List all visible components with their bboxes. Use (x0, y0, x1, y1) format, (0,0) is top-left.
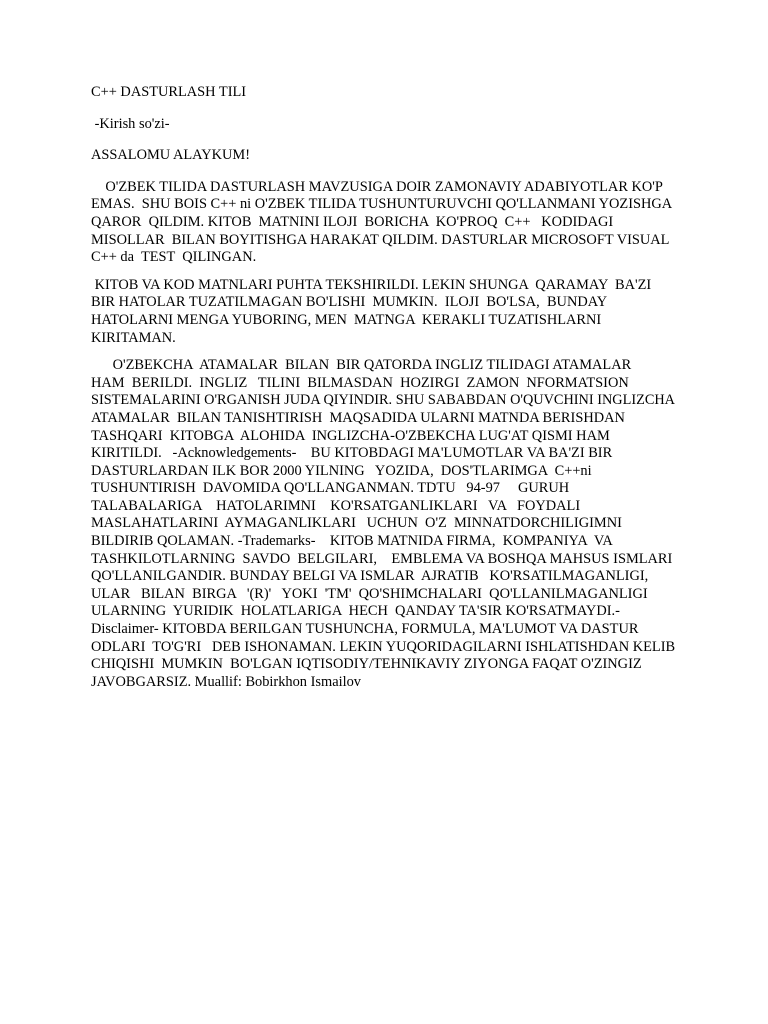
paragraph-line: HATOLARNI MENGA YUBORING, MEN MATNGA KERAKLI TUZATISHLARNI (91, 311, 602, 328)
paragraph-line: MASLAHATLARINI AYMAGANLIKLARI UCHUN O'Z MINNATDORCHILIGIMNI (91, 515, 622, 532)
paragraph-line: KIRITILDI. -Acknowledgements- BU KITOBDAGI MA'LUMOTLAR VA BA'ZI BIR (91, 445, 613, 462)
paragraph-line: CHIQISHI MUMKIN BO'LGAN IQTISODIY/TEHNIKAVIY ZIYONGA FAQAT O'ZINGIZ (91, 656, 642, 673)
paragraph-line: MISOLLAR BILAN BOYITISHGA HARAKAT QILDIM. DASTURLAR MICROSOFT VISUAL (91, 231, 670, 248)
paragraph-line: TASHQARI KITOBGA ALOHIDA INGLIZCHA-O'ZBEKCHA LUG'AT QISMI HAM (91, 427, 610, 444)
paragraph-line: ODLARI TO'G'RI DEB ISHONAMAN. LEKIN YUQORIDAGILARNI ISHLATISHDAN KELIB (91, 638, 676, 655)
paragraph-line: TALABALARIGA HATOLARIMNI KO'RSATGANLIKLARI VA FOYDALI (91, 497, 581, 514)
document-subtitle: -Kirish so'zi- (91, 115, 170, 132)
paragraph-terms (91, 357, 675, 691)
paragraph-line: ULARNING YURIDIK HOLATLARIGA HECH QANDAY TA'SIR KO'RSATMAYDI.- (91, 603, 620, 620)
paragraph-line: C++ da TEST QILINGAN. (91, 249, 257, 266)
paragraph-line: KITOB VA KOD MATNLARI PUHTA TEKSHIRILDI. LEKIN SHUNGA QARAMAY BA'ZI (91, 276, 652, 293)
paragraph-line: DASTURLARDAN ILK BOR 2000 YILNING YOZIDA, DOS'TLARIMGA C++ni (91, 462, 592, 479)
paragraph-intro (91, 179, 675, 267)
paragraph-line: BILDIRIB QOLAMAN. -Trademarks- KITOB MATNIDA FIRMA, KOMPANIYA VA (91, 533, 613, 550)
paragraph-line: QAROR QILDIM. KITOB MATNINI ILOJI BORICHA KO'PROQ C++ KODIDAGI (91, 213, 614, 230)
paragraph-line: QO'LLANILGANDIR. BUNDAY BELGI VA ISMLAR AJRATIB KO'RSATILMAGANLIGI, (91, 568, 649, 585)
paragraph-errors (91, 277, 675, 347)
paragraph-line: ULAR BILAN BIRGA '(R)' YOKI 'TM' QO'SHIMCHALARI QO'LLANILMAGANLIGI (91, 585, 648, 602)
paragraph-line: O'ZBEKCHA ATAMALAR BILAN BIR QATORDA INGLIZ TILIDAGI ATAMALAR (91, 357, 632, 374)
paragraph-line: ATAMALAR BILAN TANISHTIRISH MAQSADIDA ULARNI MATNDA BERISHDAN (91, 409, 625, 426)
document-page (91, 84, 675, 701)
greeting-line: ASSALOMU ALAYKUM! (91, 147, 250, 164)
paragraph-line: Disclaimer- KITOBDA BERILGAN TUSHUNCHA, FORMULA, MA'LUMOT VA DASTUR (91, 621, 639, 638)
paragraph-line: SISTEMALARINI O'RGANISH JUDA QIYINDIR. SHU SABABDAN O'QUVCHINI INGLIZCHA (91, 392, 676, 409)
paragraph-line: KIRITAMAN. (91, 329, 176, 346)
paragraph-line: TUSHUNTIRISH DAVOMIDA QO'LLANGANMAN. TDTU 94-97 GURUH (91, 480, 570, 497)
paragraph-line: TASHKILOTLARNING SAVDO BELGILARI, EMBLEMA VA BOSHQA MAHSUS ISMLARI (91, 550, 673, 567)
document-title: C++ DASTURLASH TILI (91, 84, 247, 100)
paragraph-line: JAVOBGARSIZ. Muallif: Bobirkhon Ismailov (91, 673, 361, 690)
paragraph-line: EMAS. SHU BOIS C++ ni O'ZBEK TILIDA TUSHUNTURUVCHI QO'LLANMANI YOZISHGA (91, 196, 673, 213)
paragraph-line: BIR HATOLAR TUZATILMAGAN BO'LISHI MUMKIN. ILOJI BO'LSA, BUNDAY (91, 294, 608, 311)
paragraph-line: HAM BERILDI. INGLIZ TILINI BILMASDAN HOZIRGI ZAMON NFORMATSION (91, 374, 629, 391)
paragraph-line: O'ZBEK TILIDA DASTURLASH MAVZUSIGA DOIR ZAMONAVIY ADABIYOTLAR KO'P (91, 178, 663, 195)
